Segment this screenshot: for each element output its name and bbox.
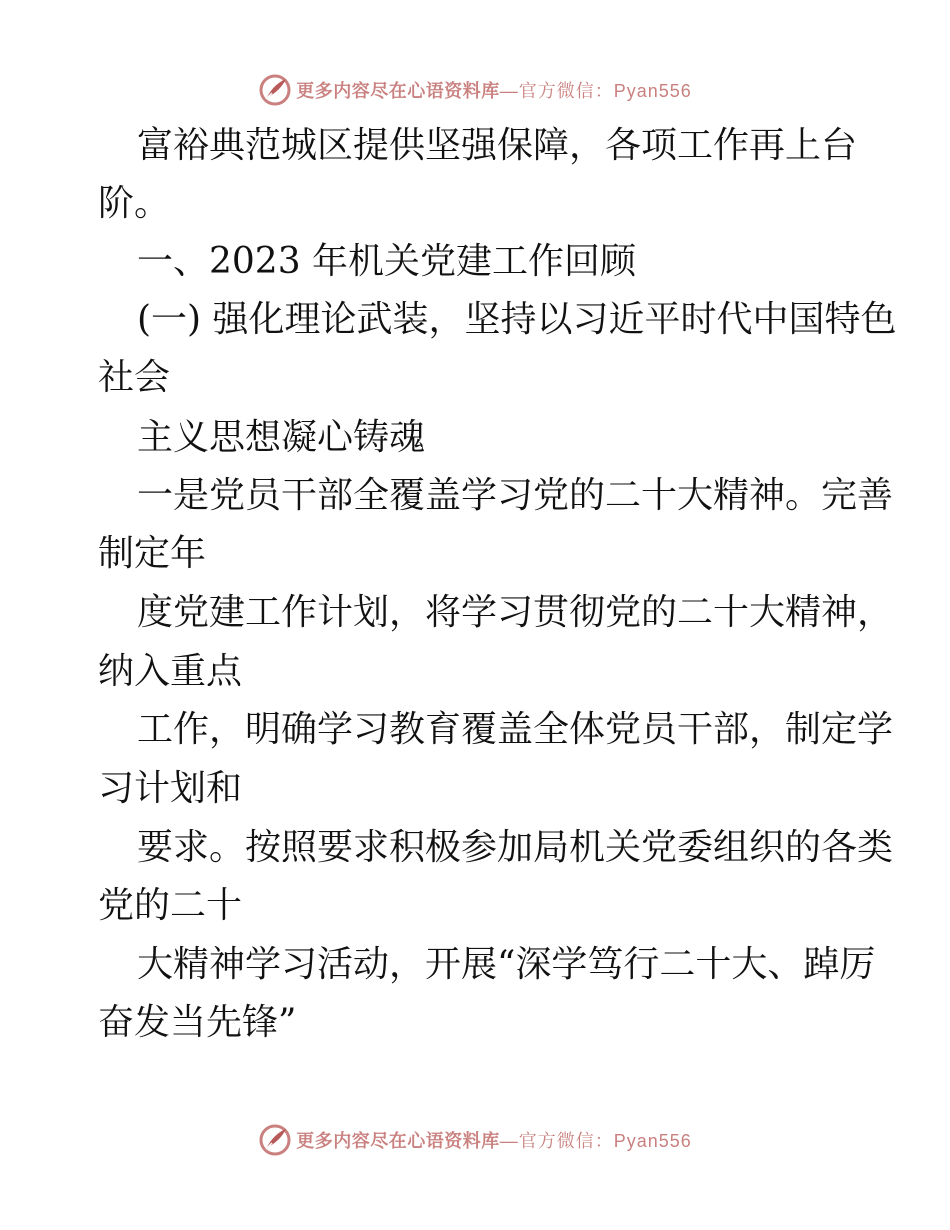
text-line: 一是党员干部全覆盖学习党的二十大精神。完善	[137, 475, 894, 516]
header-banner-main: 更多内容尽在心语资料库	[296, 81, 500, 102]
text-line: 奋发当先锋”	[98, 1002, 297, 1043]
header-banner-sub: —官方微信：Pyan556	[499, 81, 692, 101]
text-line: 度党建工作计划，将学习贯彻党的二十大精神，	[137, 592, 894, 633]
quill-logo-icon	[258, 73, 292, 107]
text-line: 习计划和	[98, 768, 243, 809]
text-line: 工作，明确学习教育覆盖全体党员干部，制定学	[137, 709, 894, 750]
text-line: 制定年	[98, 533, 207, 574]
subsection-heading: (一) 强化理论武装，坚持以习近平时代中国特色	[137, 299, 897, 340]
footer-banner	[0, 1120, 950, 1160]
footer-banner-sub: —官方微信：Pyan556	[499, 1131, 692, 1151]
header-banner	[0, 70, 950, 110]
quill-logo-icon	[258, 1123, 292, 1157]
text-line: 富裕典范城区提供坚强保障，各项工作再上台	[137, 125, 858, 166]
text-line: 大精神学习活动，开展“深学笃行二十大、踔厉	[137, 944, 876, 985]
text-line: 党的二十	[98, 885, 243, 926]
text-line: 阶。	[98, 183, 171, 224]
footer-banner-main: 更多内容尽在心语资料库	[296, 1131, 500, 1152]
text-line: 主义思想凝心铸魂	[137, 417, 426, 458]
text-line: 纳入重点	[98, 651, 243, 692]
text-line: 要求。按照要求积极参加局机关党委组织的各类	[137, 827, 894, 868]
text-line: 社会	[98, 357, 171, 398]
section-heading: 一、2023 年机关党建工作回顾	[137, 241, 637, 282]
